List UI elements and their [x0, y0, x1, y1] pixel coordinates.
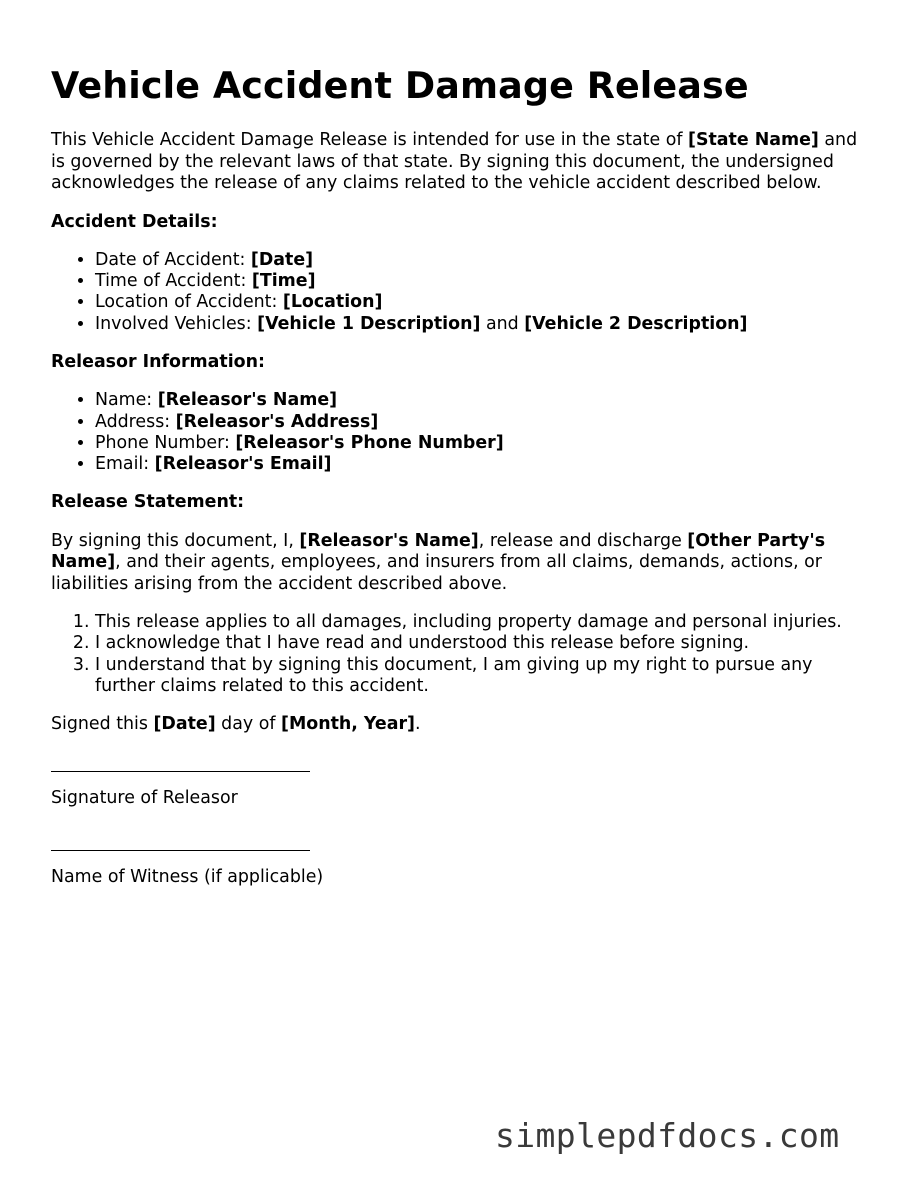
- list-item-releasor-email: [95, 454, 871, 475]
- releasor-information-list: [51, 390, 871, 475]
- signed-date-placeholder: [Date]: [153, 713, 216, 734]
- list-item-label: Name:: [95, 390, 158, 411]
- signed-month-year-placeholder: [Month, Year]: [281, 713, 415, 734]
- document-title: Vehicle Accident Damage Release: [51, 64, 749, 107]
- releasor-name-placeholder: [Releasor's Name]: [299, 530, 479, 551]
- watermark-logo: simplepdfdocs.com: [495, 1116, 840, 1155]
- state-name-placeholder: [State Name]: [688, 130, 819, 150]
- intro-paragraph: [51, 130, 871, 195]
- release-statement-paragraph: [51, 531, 871, 596]
- list-item-label: Involved Vehicles:: [95, 313, 258, 334]
- list-item-time-of-accident: [95, 271, 871, 292]
- signed-text: .: [415, 713, 421, 734]
- witness-signature-block: [51, 850, 871, 889]
- time-placeholder: [Time]: [251, 271, 316, 292]
- signed-text: Signed this: [51, 713, 154, 734]
- list-item-releasor-name: [95, 390, 871, 411]
- list-item-label: Email:: [95, 453, 155, 474]
- statement-text: By signing this document, I,: [51, 530, 300, 551]
- statement-text: , release and discharge: [478, 530, 688, 551]
- list-item-location-of-accident: [95, 292, 871, 313]
- signed-text: day of: [215, 713, 281, 734]
- list-item-label: Date of Accident:: [95, 250, 251, 270]
- witness-name-line[interactable]: [51, 850, 310, 851]
- location-placeholder: [Location]: [282, 292, 383, 313]
- releasor-email-placeholder: [Releasor's Email]: [154, 453, 332, 474]
- intro-text-before: This Vehicle Accident Damage Release is intended for use in the state of: [51, 130, 689, 150]
- release-term-item: 3. I understand that by signing this document, I am giving up my right to pursue any further claims related to this accident.: [95, 655, 871, 697]
- list-item-label: Location of Accident:: [95, 292, 283, 313]
- release-term-item: 1. This release applies to all damages, including property damage and personal injuries.: [95, 612, 871, 633]
- releasor-signature-block: [51, 771, 871, 810]
- date-placeholder: [Date]: [250, 250, 314, 270]
- list-item-label: Address:: [95, 411, 176, 432]
- list-item-releasor-phone: [95, 433, 871, 454]
- vehicle-1-placeholder: [Vehicle 1 Description]: [257, 313, 481, 334]
- releasor-information-heading: Releasor Information:: [51, 351, 265, 372]
- list-item-releasor-address: [95, 412, 871, 433]
- releasor-address-placeholder: [Releasor's Address]: [175, 411, 379, 432]
- releasor-name-placeholder: [Releasor's Name]: [157, 390, 338, 411]
- signed-date-line: [51, 714, 871, 736]
- list-item-involved-vehicles: [95, 314, 871, 335]
- vehicles-joiner: and: [480, 313, 525, 334]
- release-statement-heading: Release Statement:: [51, 492, 245, 513]
- document-page: [51, 62, 871, 888]
- list-item-label: Time of Accident:: [95, 271, 252, 292]
- accident-details-list: [51, 250, 871, 335]
- accident-details-heading: Accident Details:: [51, 211, 218, 232]
- release-terms-list: [51, 612, 871, 697]
- other-party-name-placeholder: [Other Party's Name]: [51, 530, 826, 573]
- list-item-label: Phone Number:: [95, 432, 236, 453]
- list-item-date-of-accident: [95, 250, 871, 271]
- releasor-signature-line[interactable]: [51, 771, 310, 772]
- release-term-item: 2. I acknowledge that I have read and understood this release before signing.: [95, 633, 871, 654]
- vehicle-2-placeholder: [Vehicle 2 Description]: [524, 313, 748, 334]
- intro-text-after: and is governed by the relevant laws of that state. By signing this document, the undersigned acknowledges the release of any claims related to the vehicle accident described below.: [51, 130, 858, 193]
- releasor-phone-placeholder: [Releasor's Phone Number]: [235, 432, 504, 453]
- releasor-signature-label: Signature of Releasor: [51, 788, 238, 809]
- statement-text: , and their agents, employees, and insurers from all claims, demands, actions, or liabilities arising from the accident described above.: [51, 552, 822, 594]
- witness-name-label: Name of Witness (if applicable): [51, 866, 324, 887]
